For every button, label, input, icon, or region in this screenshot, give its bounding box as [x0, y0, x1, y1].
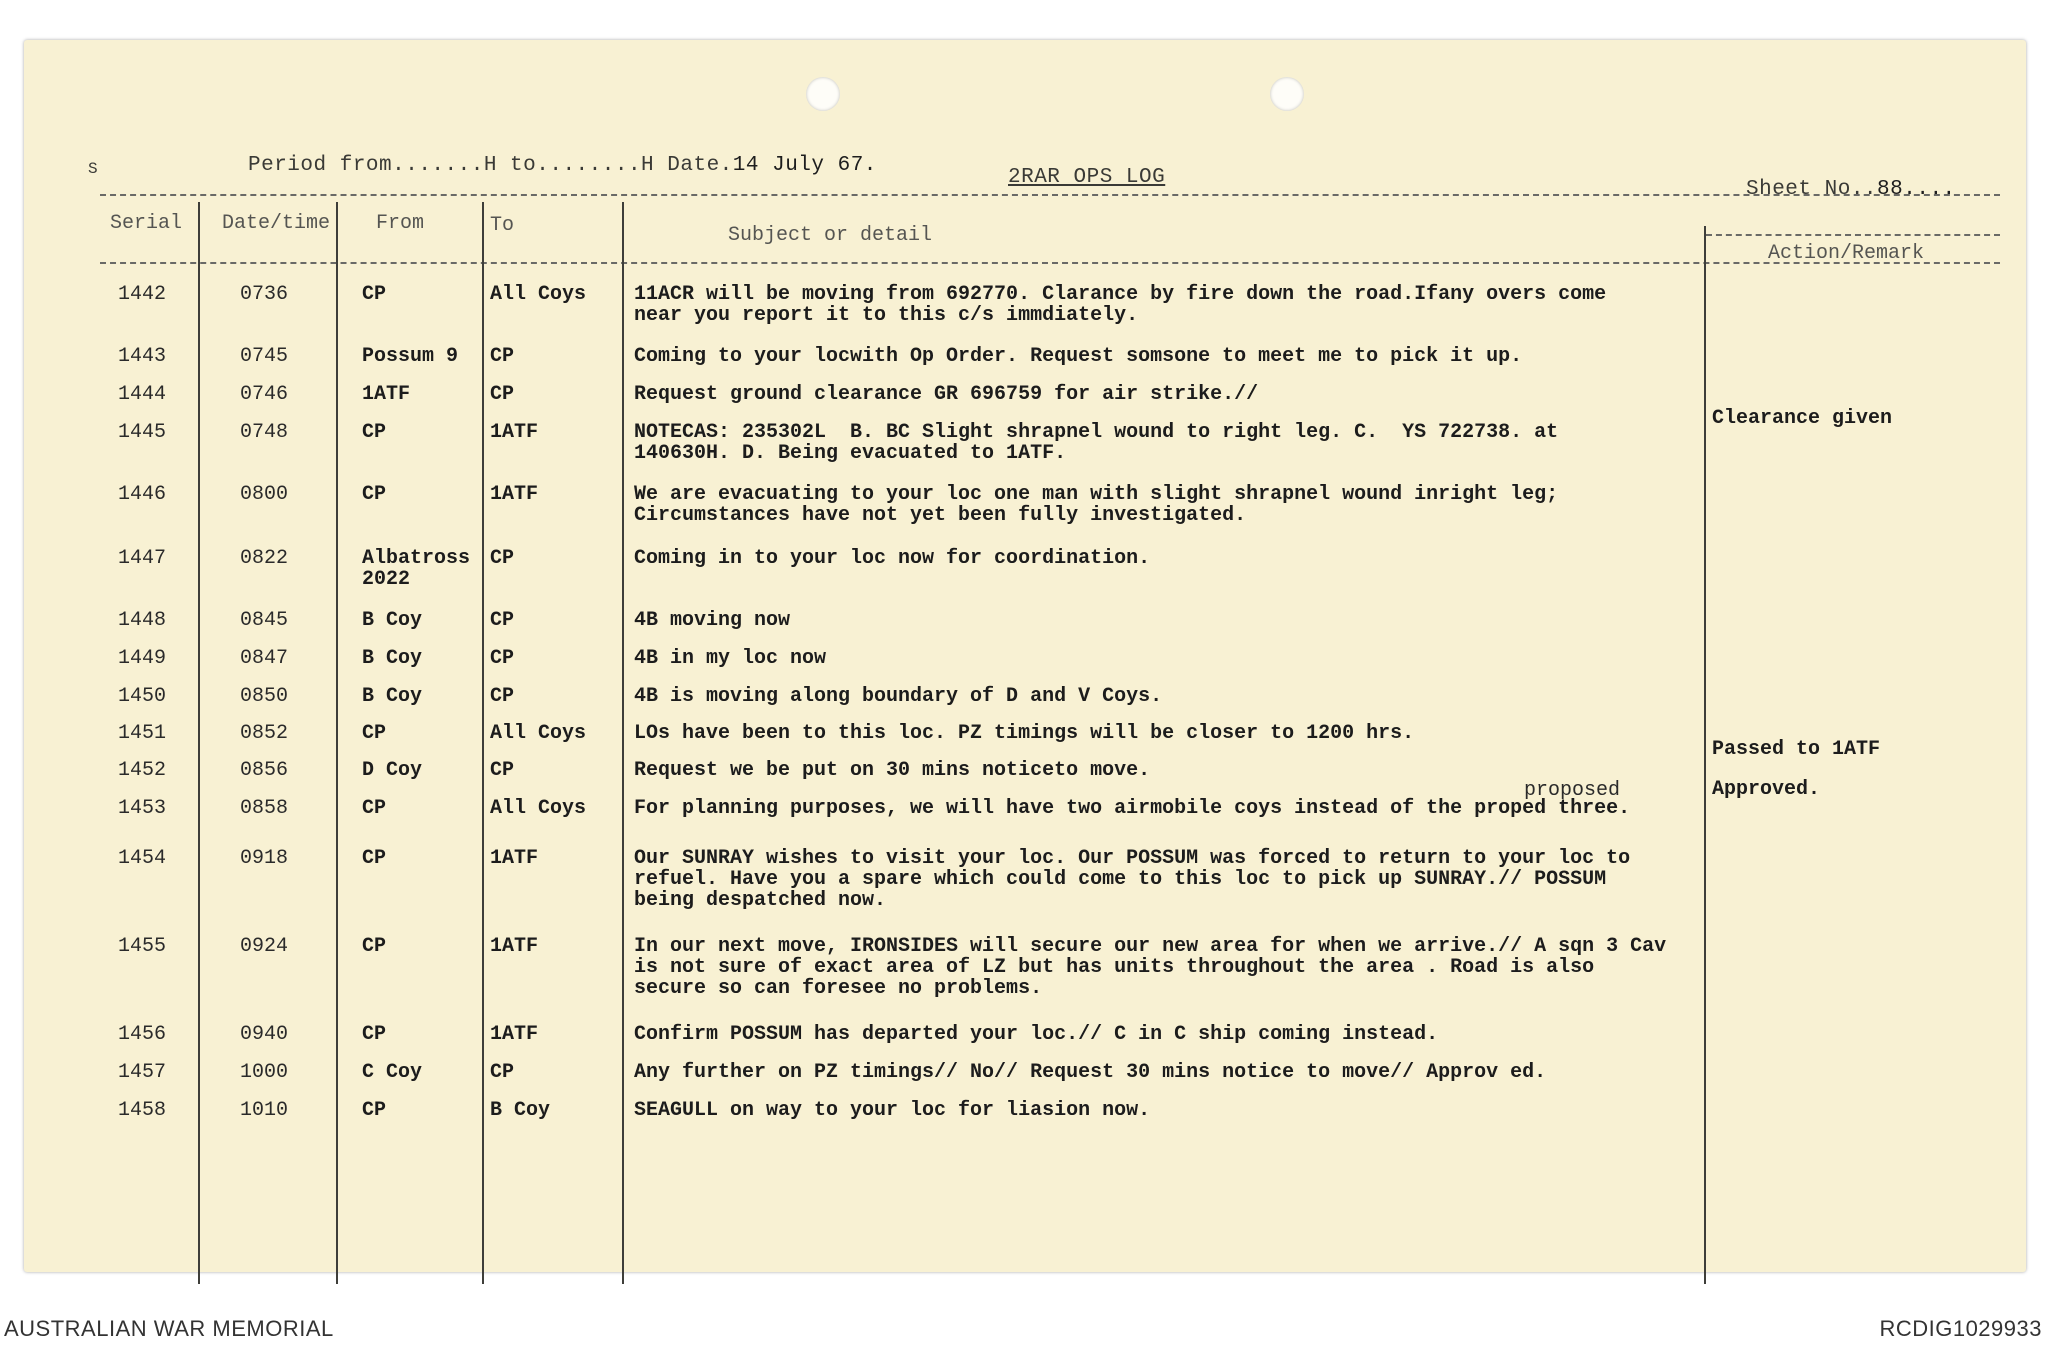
serial-cell: 1444	[118, 383, 167, 406]
time-cell: 0748	[240, 421, 289, 444]
sheet-number-line	[1746, 178, 1956, 201]
to-cell: All Coys	[490, 283, 587, 306]
serial-cell: 1456	[118, 1023, 167, 1046]
serial-cell: 1458	[118, 1099, 167, 1122]
serial-cell: 1442	[118, 283, 167, 306]
serial-cell: 1450	[118, 685, 167, 708]
punch-hole	[806, 77, 840, 111]
from-cell: Possum 9	[362, 345, 459, 368]
to-cell: CP	[490, 759, 515, 782]
from-cell: CP	[362, 935, 387, 958]
detail-cell: 11ACR will be moving from 692770. Clarance by fire down the road.Ifany overs come near you report it to this c/s immdiately.	[634, 283, 1607, 327]
detail-cell: In our next move, IRONSIDES will secure our new area for when we arrive.// A sqn 3 Cav is not sure of exact area of LZ but has units throughout the area . Road is also secure so can foresee no problems.	[634, 935, 1667, 1000]
to-cell: 1ATF	[490, 421, 539, 444]
column-divider	[1704, 226, 1706, 1284]
time-cell: 0918	[240, 847, 289, 870]
time-cell: 0736	[240, 283, 289, 306]
to-cell: B Coy	[490, 1099, 551, 1122]
from-cell: CP	[362, 722, 387, 745]
to-cell: 1ATF	[490, 483, 539, 506]
serial-cell: 1448	[118, 609, 167, 632]
time-cell: 0746	[240, 383, 289, 406]
detail-cell: Our SUNRAY wishes to visit your loc. Our POSSUM was forced to return to your loc to refuel. Have you a spare which could come to this loc to pick up SUNRAY.// POSSUM being despatched now.	[634, 847, 1631, 912]
time-cell: 0852	[240, 722, 289, 745]
sheet-label: Sheet No..	[1746, 178, 1878, 201]
time-cell: 0924	[240, 935, 289, 958]
time-cell: 0940	[240, 1023, 289, 1046]
column-divider	[622, 202, 624, 1284]
time-cell: 1000	[240, 1061, 289, 1084]
sheet-number: 88....	[1877, 178, 1956, 201]
from-cell: CP	[362, 421, 387, 444]
serial-cell: 1443	[118, 345, 167, 368]
serial-cell: 1449	[118, 647, 167, 670]
detail-cell: We are evacuating to your loc one man with slight shrapnel wound inright leg; Circumstances have not yet been fully investigated.	[634, 483, 1559, 527]
detail-cell: SEAGULL on way to your loc for liasion now.	[634, 1099, 1151, 1122]
time-cell: 0847	[240, 647, 289, 670]
from-cell: CP	[362, 283, 387, 306]
log-title	[1008, 166, 1165, 189]
to-cell: CP	[490, 685, 515, 708]
col-action: Action/Remark	[1768, 242, 1925, 265]
col-datetime: Date/time	[222, 212, 331, 235]
detail-cell: Any further on PZ timings// No// Request 30 mins notice to move// Approv ed.	[634, 1061, 1547, 1084]
remark-cell: Passed to 1ATF	[1712, 738, 1881, 761]
from-cell: CP	[362, 797, 387, 820]
detail-cell: 4B is moving along boundary of D and V Coys.	[634, 685, 1163, 708]
detail-cell: Coming in to your loc now for coordination.	[634, 547, 1151, 570]
to-cell: 1ATF	[490, 847, 539, 870]
serial-cell: 1452	[118, 759, 167, 782]
from-cell: C Coy	[362, 1061, 423, 1084]
remark-cell: Clearance given	[1712, 407, 1893, 430]
to-cell: CP	[490, 383, 515, 406]
to-cell: 1ATF	[490, 935, 539, 958]
from-cell: B Coy	[362, 685, 423, 708]
punch-hole	[1270, 77, 1304, 111]
to-cell: CP	[490, 1061, 515, 1084]
detail-cell: Request ground clearance GR 696759 for air strike.//	[634, 383, 1259, 406]
time-cell: 0850	[240, 685, 289, 708]
header-rule-top	[100, 194, 2000, 196]
time-cell: 0745	[240, 345, 289, 368]
time-cell: 0856	[240, 759, 289, 782]
time-cell: 1010	[240, 1099, 289, 1122]
to-cell: All Coys	[490, 797, 587, 820]
to-cell: CP	[490, 345, 515, 368]
remark-header-rule	[1706, 234, 2000, 236]
from-cell: Albatross 2022	[362, 547, 471, 591]
serial-cell: 1453	[118, 797, 167, 820]
inserted-correction: proposed	[1524, 779, 1621, 802]
time-cell: 0845	[240, 609, 289, 632]
to-cell: 1ATF	[490, 1023, 539, 1046]
log-sheet	[24, 40, 2026, 1272]
col-from: From	[376, 212, 425, 235]
serial-cell: 1447	[118, 547, 167, 570]
to-cell: CP	[490, 609, 515, 632]
col-subject: Subject or detail	[728, 224, 933, 247]
detail-cell: LOs have been to this loc. PZ timings will be closer to 1200 hrs.	[634, 722, 1415, 745]
from-cell: CP	[362, 483, 387, 506]
footer-record-id: RCDIG1029933	[1879, 1316, 2042, 1341]
serial-cell: 1454	[118, 847, 167, 870]
from-cell: B Coy	[362, 609, 423, 632]
col-serial: Serial	[110, 212, 183, 235]
detail-cell: Confirm POSSUM has departed your loc.// C in C ship coming instead.	[634, 1023, 1439, 1046]
from-cell: CP	[362, 1023, 387, 1046]
header-rule-bottom	[100, 262, 2000, 264]
serial-cell: 1457	[118, 1061, 167, 1084]
detail-cell: 4B moving now	[634, 609, 791, 632]
from-cell: B Coy	[362, 647, 423, 670]
margin-mark: S	[88, 160, 99, 178]
time-cell: 0858	[240, 797, 289, 820]
col-to: To	[490, 214, 515, 237]
detail-cell: 4B in my loc now	[634, 647, 827, 670]
to-cell: CP	[490, 547, 515, 570]
column-divider	[198, 202, 200, 1284]
from-cell: D Coy	[362, 759, 423, 782]
column-divider	[482, 202, 484, 1284]
serial-cell: 1445	[118, 421, 167, 444]
period-line	[248, 154, 877, 177]
time-cell: 0800	[240, 483, 289, 506]
to-cell: All Coys	[490, 722, 587, 745]
remark-cell: Approved.	[1712, 778, 1821, 801]
log-title-text: 2RAR OPS LOG	[1008, 166, 1166, 189]
time-cell: 0822	[240, 547, 289, 570]
from-cell: CP	[362, 1099, 387, 1122]
from-cell: CP	[362, 847, 387, 870]
from-cell: 1ATF	[362, 383, 411, 406]
detail-cell: For planning purposes, we will have two airmobile coys instead of the proped three.	[634, 797, 1631, 820]
serial-cell: 1451	[118, 722, 167, 745]
detail-cell: Coming to your locwith Op Order. Request somsone to meet me to pick it up.	[634, 345, 1523, 368]
serial-cell: 1446	[118, 483, 167, 506]
column-divider	[336, 202, 338, 1284]
to-cell: CP	[490, 647, 515, 670]
detail-cell: NOTECAS: 235302L B. BC Slight shrapnel wound to right leg. C. YS 722738. at 140630H. D. Being evacuated to 1ATF.	[634, 421, 1559, 465]
detail-cell: Request we be put on 30 mins noticeto move.	[634, 759, 1151, 782]
period-label: Period from.......H to........H Date.	[248, 154, 733, 177]
footer-institution: AUSTRALIAN WAR MEMORIAL	[4, 1316, 334, 1341]
serial-cell: 1455	[118, 935, 167, 958]
log-date: 14 July 67.	[732, 154, 877, 177]
